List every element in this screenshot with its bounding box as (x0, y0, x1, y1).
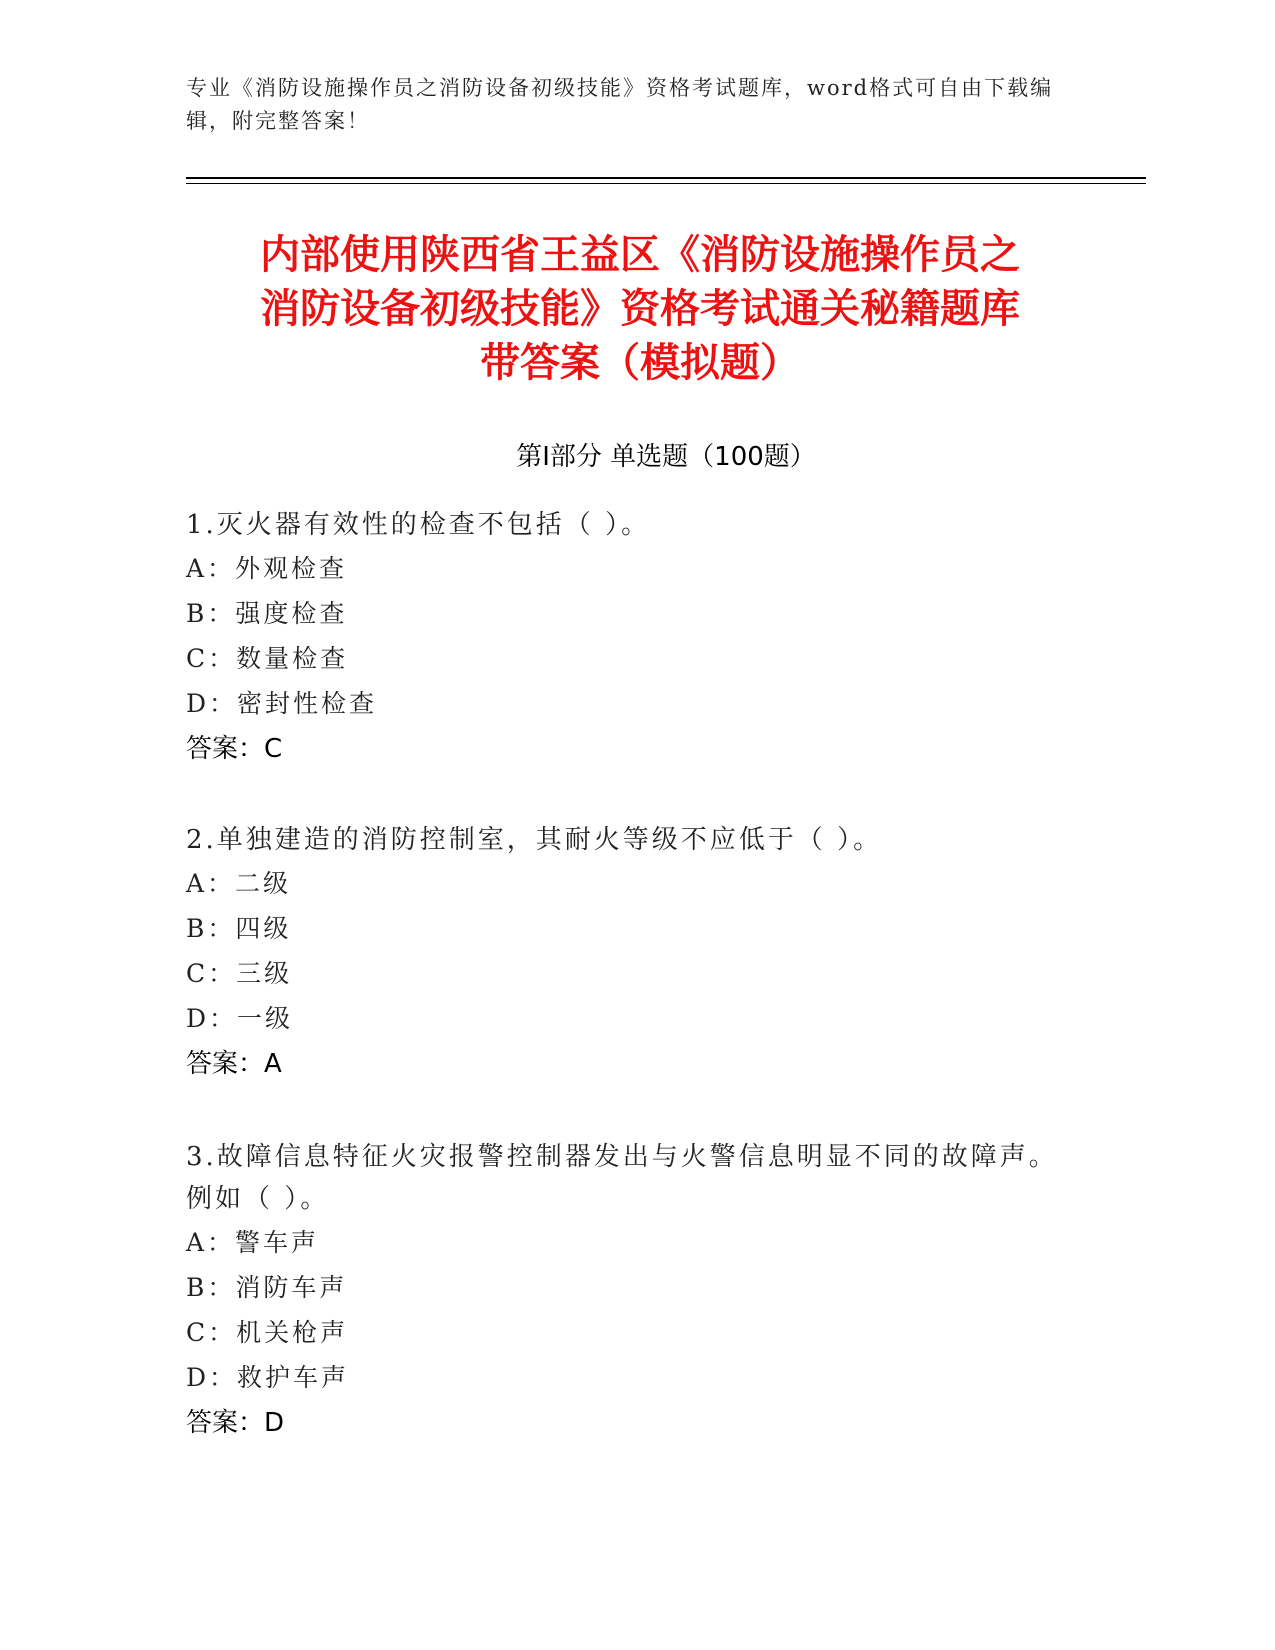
option-c: C：三级 (186, 959, 293, 988)
option-b: B：消防车声 (186, 1273, 348, 1302)
option-d: D：密封性检查 (186, 689, 378, 718)
header-note: 专业《消防设施操作员之消防设备初级技能》资格考试题库，word格式可自由下载编辑，附完整答案！ (186, 76, 1054, 133)
option-b: B：四级 (186, 914, 292, 943)
option-d: D：救护车声 (186, 1363, 350, 1392)
header-divider-thin (186, 183, 1146, 184)
option-a: A：警车声 (186, 1228, 320, 1257)
answer: 答案：A (186, 1049, 282, 1079)
title-line-1: 内部使用陕西省王益区《消防设施操作员之 (260, 232, 1020, 278)
question-2 (186, 819, 1086, 1087)
option-a: A：二级 (186, 869, 292, 898)
header-divider-thick (186, 177, 1146, 179)
title-line-3: 带答案（模拟题） (480, 340, 800, 386)
section-title: 第I部分 单选题（100题） (516, 442, 816, 472)
option-b: B：强度检查 (186, 599, 348, 628)
option-c: C：数量检查 (186, 644, 349, 673)
option-a: A：外观检查 (186, 554, 348, 583)
question-text: 2.单独建造的消防控制室，其耐火等级不应低于（ ）。 (186, 825, 883, 855)
question-3 (186, 1136, 1086, 1446)
question-text: 1.灭火器有效性的检查不包括（ ）。 (186, 510, 651, 540)
option-c: C：机关枪声 (186, 1318, 349, 1347)
title-line-2: 消防设备初级技能》资格考试通关秘籍题库 (260, 286, 1020, 332)
document-title (190, 228, 1090, 390)
question-1 (186, 504, 1086, 772)
question-text: 3.故障信息特征火灾报警控制器发出与火警信息明显不同的故障声。例如（ ）。 (186, 1142, 1058, 1214)
option-d: D：一级 (186, 1004, 294, 1033)
answer: 答案：D (186, 1408, 285, 1438)
answer: 答案：C (186, 734, 283, 764)
